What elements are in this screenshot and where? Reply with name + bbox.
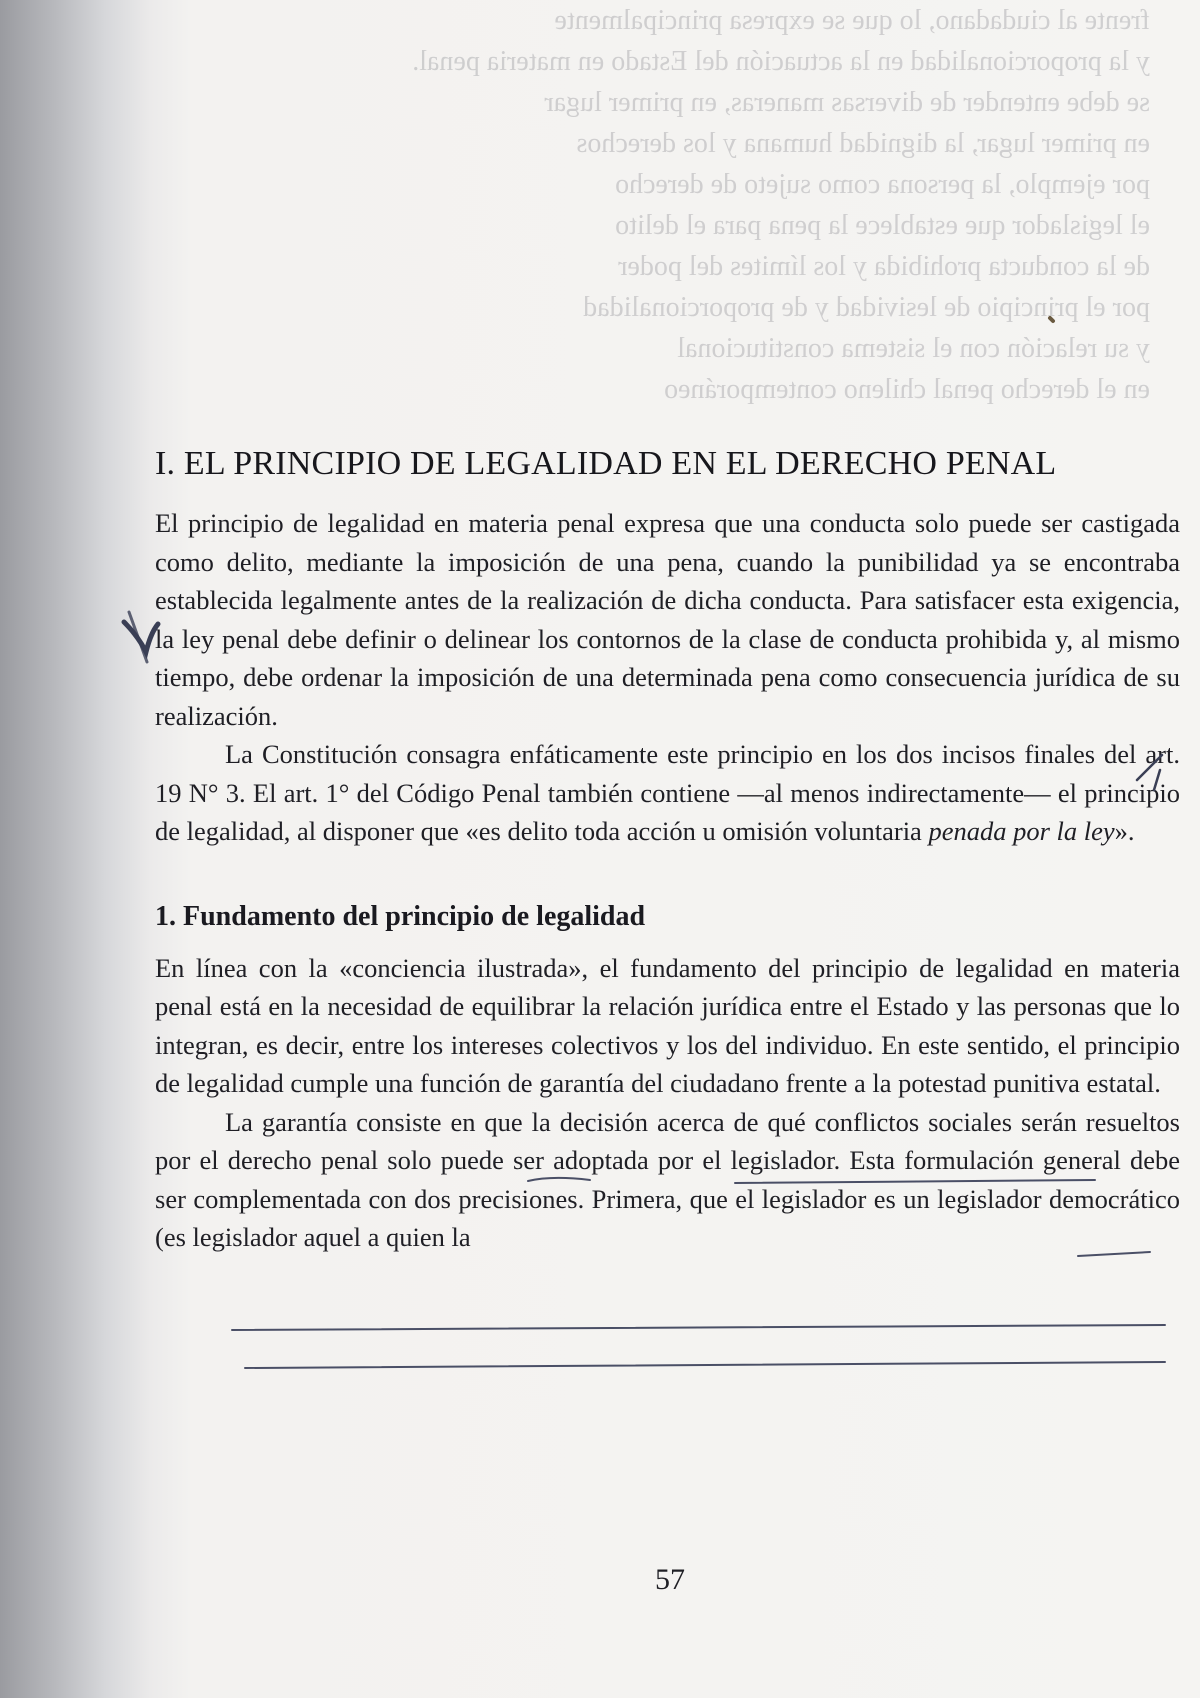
- section-title: I. EL PRINCIPIO DE LEGALIDAD EN EL DERECHO PENAL: [155, 445, 1057, 482]
- margin-check-mark: [124, 622, 158, 652]
- page-number: 57: [655, 1563, 685, 1596]
- underline-garantia-line: [232, 1325, 1165, 1330]
- quote-close: ».: [1114, 816, 1135, 846]
- underline-legislador-line: [245, 1362, 1165, 1368]
- subsection-paragraph-1: En línea con la «conciencia ilustrada», el fundamento del principio de legalidad en materia penal está en la necesidad de equilibrar la relación jurídica entre el Estado y las personas que lo integran, es decir, entre los intereses colectivos y los del individuo. En este sentido, el principio de legalidad cumple una función de garantía del ciudadano frente a la potestad punitiva estatal.: [155, 952, 1180, 1098]
- page-content: [155, 440, 1180, 1257]
- subsection-title: 1. Fundamento del principio de legalidad: [155, 900, 646, 932]
- section-paragraph-1: El principio de legalidad en materia penal expresa que una conducta solo puede ser castigada como delito, mediante la imposición de una pena, cuando la punibilidad ya se encontraba establecida legalmente antes de la realización de dicha conducta. Para satisfacer esta exigencia, la ley penal debe definir o delinear los contornos de la clase de conducta prohibida y, al mismo tiempo, debe ordenar la imposición de una determinada pena como consecuencia jurídica de su realización.: [155, 508, 1180, 731]
- margin-stroke: [129, 612, 147, 662]
- quoted-law-phrase: penada por la ley: [928, 816, 1115, 846]
- bleed-through-text: frente al ciudadano, lo que se expresa principalmente y la proporcionalidad en la actuación del Estado en materia penal. se debe entender de diversas maneras, en primer lugar en primer lugar, la dignidad humana y los derechos por ejemplo, la persona como sujeto de derecho el legislador que establece la pena para el delito de la conducta prohibida y los límites del poder por el principio de lesividad y de proporcionalidad y su relación con el sistema constitucional en el derecho penal chileno contemporáneo: [412, 5, 1150, 405]
- subsection-paragraph-2: La garantía consiste en que la decisión acerca de qué conflictos sociales serán resueltos por el derecho penal solo puede ser adoptada por el legislador. Esta formulación general debe ser complementada con dos precisiones. Primera, que el legislador es un legislador democrático (es legislador aquel a quien la: [155, 1106, 1180, 1252]
- section-paragraph-2: [155, 735, 1180, 851]
- section-paragraph-2-text: La Constitución consagra enfáticamente este principio en los dos incisos finales del art. 19 N° 3. El art. 1° del Código Penal también contiene —al menos indirectamente— el principio de legalidad, al disponer que «es delito toda acción u omisión voluntaria: [155, 739, 1180, 846]
